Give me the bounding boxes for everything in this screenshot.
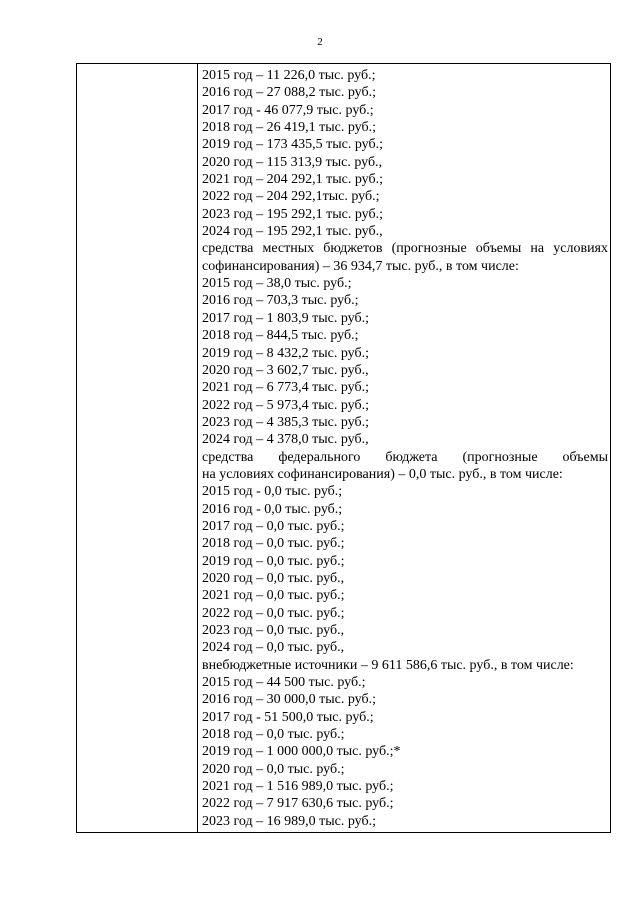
text-line: 2018 год – 26 419,1 тыс. руб.;	[202, 120, 376, 136]
page-number: 2	[317, 36, 323, 48]
text-line: средства федерального бюджета (прогнозные объемы	[202, 449, 608, 465]
text-line: 2018 год – 844,5 тыс. руб.;	[202, 328, 359, 344]
text-line: 2017 год - 46 077,9 тыс. руб.;	[202, 102, 374, 118]
text-line: 2020 год – 0,0 тыс. руб.,	[202, 570, 345, 586]
text-line: 2020 год – 0,0 тыс. руб.;	[202, 761, 345, 777]
text-line: 2017 год – 1 803,9 тыс. руб.;	[202, 310, 369, 326]
text-line: 2015 год – 11 226,0 тыс. руб.;	[202, 68, 376, 83]
text-line: 2017 год - 51 500,0 тыс. руб.;	[202, 709, 374, 725]
table-label-column	[77, 64, 198, 832]
text-line: 2024 год – 4 378,0 тыс. руб.,	[202, 432, 369, 448]
text-line: на условиях софинансирования) – 0,0 тыс. руб., в том числе:	[202, 466, 563, 482]
text-line: 2015 год – 38,0 тыс. руб.;	[202, 276, 352, 292]
text-line: 2021 год – 1 516 989,0 тыс. руб.;	[202, 779, 394, 795]
text-line: 2016 год – 27 088,2 тыс. руб.;	[202, 85, 376, 101]
text-line: 2019 год – 173 435,5 тыс. руб.;	[202, 137, 383, 153]
text-line: 2021 год – 6 773,4 тыс. руб.;	[202, 380, 369, 396]
text-line: 2024 год – 195 292,1 тыс. руб.,	[202, 224, 383, 240]
text-line: 2016 год – 30 000,0 тыс. руб.;	[202, 692, 376, 708]
text-line: 2019 год – 1 000 000,0 тыс. руб.;*	[202, 744, 401, 760]
text-line: 2018 год – 0,0 тыс. руб.;	[202, 727, 345, 743]
text-line: 2018 год – 0,0 тыс. руб.;	[202, 536, 345, 552]
text-line: 2020 год – 115 313,9 тыс. руб.,	[202, 154, 383, 170]
text-line: 2022 год – 7 917 630,6 тыс. руб.;	[202, 796, 394, 812]
text-line: средства местных бюджетов (прогнозные объемы на условиях	[202, 241, 608, 257]
text-line: 2015 год – 44 500 тыс. руб.;	[202, 675, 366, 691]
table-content-column	[202, 67, 608, 830]
text-line: 2020 год – 3 602,7 тыс. руб.,	[202, 362, 369, 378]
text-line: 2019 год – 0,0 тыс. руб.;	[202, 553, 345, 569]
text-line: 2024 год – 0,0 тыс. руб.,	[202, 640, 345, 656]
text-line: 2022 год – 5 973,4 тыс. руб.;	[202, 397, 369, 413]
text-line: 2021 год – 0,0 тыс. руб.;	[202, 588, 345, 604]
text-line: 2022 год – 204 292,1тыс. руб.;	[202, 189, 380, 205]
text-line: 2016 год - 0,0 тыс. руб.;	[202, 501, 343, 517]
text-line: 2023 год – 16 989,0 тыс. руб.;	[202, 813, 376, 829]
text-line: внебюджетные источники – 9 611 586,6 тыс. руб., в том числе:	[202, 657, 574, 673]
text-line: 2015 год - 0,0 тыс. руб.;	[202, 484, 343, 500]
text-line: 2022 год – 0,0 тыс. руб.;	[202, 605, 345, 621]
text-line: 2016 год – 703,3 тыс. руб.;	[202, 293, 359, 309]
text-line: 2023 год – 195 292,1 тыс. руб.;	[202, 206, 383, 222]
text-line: 2019 год – 8 432,2 тыс. руб.;	[202, 345, 369, 361]
funding-table	[76, 63, 611, 833]
text-line: софинансирования) – 36 934,7 тыс. руб., в том числе:	[202, 258, 519, 274]
text-line: 2021 год – 204 292,1 тыс. руб.;	[202, 172, 383, 188]
text-line: 2023 год – 0,0 тыс. руб.,	[202, 623, 345, 638]
text-line: 2017 год – 0,0 тыс. руб.;	[202, 518, 345, 534]
text-line: 2023 год – 4 385,3 тыс. руб.;	[202, 414, 369, 430]
